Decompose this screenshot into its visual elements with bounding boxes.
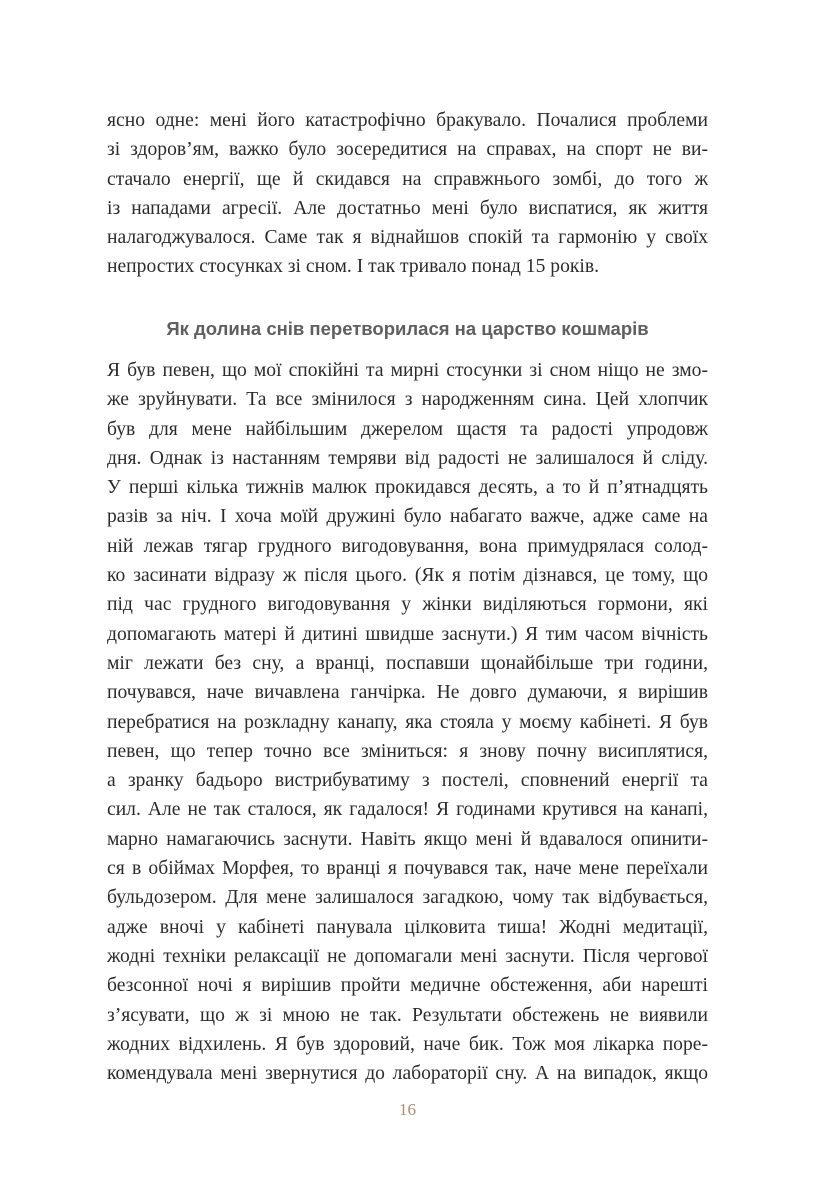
text-line: із нападами агресії. Але достатньо мені було виспатися, як життя — [107, 197, 708, 219]
section-heading: Як долина снів перетворилася на царство кошмарів — [166, 318, 649, 339]
text-line: же зруйнувати. Та все змінилося з народженням сина. Цей хлопчик — [107, 389, 708, 411]
text-line: У перші кілька тижнів малюк прокидався десять, а то й п’ятнадцять — [107, 477, 708, 499]
text-line: зі здоров’ям, важко було зосередитися на справах, на спорт не ви- — [107, 139, 708, 161]
text-line: адже вночі у кабінеті панувала цілковита тиша! Жодні медитації, — [107, 916, 708, 938]
paragraph-2 — [107, 356, 708, 1088]
text-line: дня. Однак із настанням темряви від радості не залишалося й сліду. — [107, 447, 708, 469]
text-line: певен, що тепер точно все зміниться: я знову почну висиплятися, — [107, 740, 708, 762]
text-line: марно намагаючись заснути. Навіть якщо мені й вдавалося опинити- — [107, 828, 708, 850]
text-line: комендувала мені звернутися до лабораторії сну. А на випадок, якщо — [107, 1063, 708, 1085]
paragraph-1 — [107, 106, 708, 282]
text-line: жодних відхилень. Я був здоровий, наче бик. Тож моя лікарка поре- — [107, 1033, 708, 1055]
text-line: стачало енергії, ще й скидався на справжнього зомбі, до того ж — [107, 168, 708, 190]
text-line: сил. Але не так сталося, як гадалося! Я годинами крутився на канапі, — [107, 799, 708, 821]
text-line: разів за ніч. І хоча моїй дружині було набагато важче, адже саме на — [107, 506, 708, 528]
text-line: налагоджувалося. Саме так я віднайшов спокій та гармонію у своїх — [107, 227, 708, 249]
text-line: ся в обіймах Морфея, то вранці я почувався так, наче мене переїхали — [107, 858, 708, 880]
text-line: безсонної ночі я вирішив пройти медичне обстеження, аби нарешті — [107, 975, 708, 997]
text-line: жодні техніки релаксації не допомагали мені заснути. Після чергової — [107, 945, 708, 967]
text-line: а зранку бадьоро вистрибуватиму з постелі, сповнений енергії та — [107, 770, 708, 792]
text-line: почувався, наче вичавлена ганчірка. Не довго думаючи, я вирішив — [107, 682, 708, 704]
text-line: був для мене найбільшим джерелом щастя та радості упродовж — [107, 418, 708, 440]
text-line: допомагають матері й дитині швидше заснути.) Я тим часом вічність — [107, 623, 708, 645]
text-line: бульдозером. Для мене залишалося загадкою, чому так відбувається, — [107, 887, 708, 909]
text-line: Я був певен, що мої спокійні та мирні стосунки зі сном ніщо не змо- — [107, 360, 708, 381]
text-line: ко засинати відразу ж після цього. (Як я потім дізнався, це тому, що — [107, 565, 708, 587]
text-line: під час грудного вигодовування у жінки виділяються гормони, які — [107, 594, 708, 616]
text-line: непростих стосунках зі сном. І так тривало понад 15 років. — [107, 256, 599, 278]
text-line: з’ясувати, що ж зі мною не так. Результати обстежень не виявили — [107, 1004, 708, 1026]
text-line: ній лежав тягар грудного вигодовування, вона примудрялася солод- — [107, 535, 708, 557]
text-line: перебратися на розкладну канапу, яка стояла у моєму кабінеті. Я був — [107, 711, 708, 733]
text-line: ясно одне: мені його катастрофічно бракувало. Почалися проблеми — [107, 110, 708, 131]
text-line: міг лежати без сну, а вранці, поспавши щонайбільше три години, — [107, 652, 708, 674]
page-number: 16 — [399, 1100, 416, 1119]
